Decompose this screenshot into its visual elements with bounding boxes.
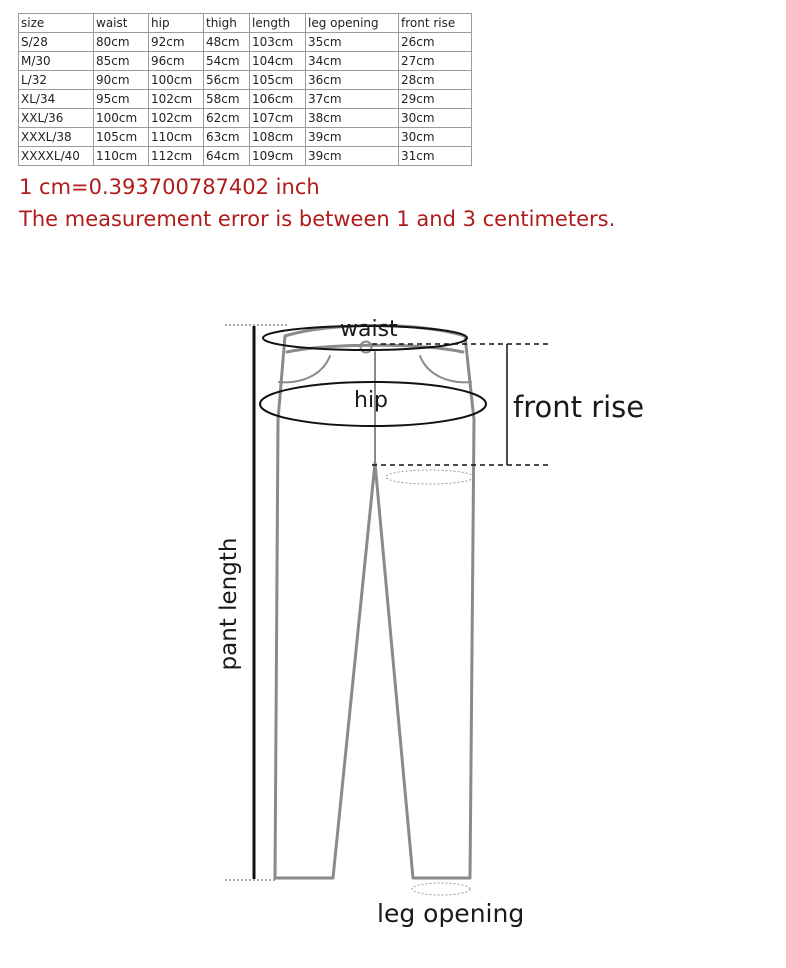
- size-table-cell: 37cm: [306, 90, 399, 109]
- left-pocket: [279, 356, 330, 382]
- waist-label: waist: [340, 317, 398, 342]
- pant-length-label: pant length: [216, 537, 242, 671]
- leg-opening-label: leg opening: [377, 899, 525, 928]
- size-table-cell: 27cm: [399, 52, 472, 71]
- size-table-header-cell: front rise: [399, 14, 472, 33]
- size-table-cell: XXL/36: [19, 109, 94, 128]
- size-table-cell: 48cm: [204, 33, 250, 52]
- size-table-cell: 58cm: [204, 90, 250, 109]
- right-pocket: [420, 356, 471, 382]
- size-table-cell: 80cm: [94, 33, 149, 52]
- size-table-cell: XL/34: [19, 90, 94, 109]
- size-table-cell: 39cm: [306, 128, 399, 147]
- size-table-header-cell: leg opening: [306, 14, 399, 33]
- size-table-cell: 96cm: [149, 52, 204, 71]
- size-table-cell: 106cm: [250, 90, 306, 109]
- size-table-cell: 63cm: [204, 128, 250, 147]
- size-table-cell: 105cm: [94, 128, 149, 147]
- size-table-cell: 102cm: [149, 90, 204, 109]
- size-table-cell: 29cm: [399, 90, 472, 109]
- size-table-cell: 34cm: [306, 52, 399, 71]
- size-table-cell: S/28: [19, 33, 94, 52]
- size-table-header-cell: length: [250, 14, 306, 33]
- size-table-cell: 31cm: [399, 147, 472, 166]
- size-table-cell: 112cm: [149, 147, 204, 166]
- size-table-cell: 107cm: [250, 109, 306, 128]
- front-rise-label: front rise: [513, 390, 645, 424]
- size-table-cell: 35cm: [306, 33, 399, 52]
- size-table-cell: 64cm: [204, 147, 250, 166]
- size-table-cell: 102cm: [149, 109, 204, 128]
- size-table-cell: 56cm: [204, 71, 250, 90]
- size-table-header-cell: thigh: [204, 14, 250, 33]
- size-table-cell: 108cm: [250, 128, 306, 147]
- hip-label: hip: [354, 388, 389, 413]
- size-table-cell: 85cm: [94, 52, 149, 71]
- size-table-cell: 109cm: [250, 147, 306, 166]
- size-table-cell: 30cm: [399, 109, 472, 128]
- size-table-cell: 28cm: [399, 71, 472, 90]
- size-table-cell: 110cm: [149, 128, 204, 147]
- leg-opening-dotted-ring: [412, 883, 470, 895]
- size-table-cell: 62cm: [204, 109, 250, 128]
- size-table-cell: 38cm: [306, 109, 399, 128]
- size-table-cell: XXXXL/40: [19, 147, 94, 166]
- size-table-cell: 110cm: [94, 147, 149, 166]
- size-table-cell: L/32: [19, 71, 94, 90]
- size-table-cell: XXXL/38: [19, 128, 94, 147]
- thigh-dotted-ring: [386, 470, 474, 484]
- size-table-cell: 103cm: [250, 33, 306, 52]
- size-table-cell: 39cm: [306, 147, 399, 166]
- size-table-cell: 95cm: [94, 90, 149, 109]
- size-table-cell: 104cm: [250, 52, 306, 71]
- size-table-header-cell: waist: [94, 14, 149, 33]
- size-table-cell: 105cm: [250, 71, 306, 90]
- size-table-cell: 30cm: [399, 128, 472, 147]
- size-table-cell: 92cm: [149, 33, 204, 52]
- size-table-cell: 36cm: [306, 71, 399, 90]
- inch-conversion-note: 1 cm=0.393700787402 inch: [19, 175, 320, 199]
- size-table-cell: 100cm: [94, 109, 149, 128]
- size-table-header-cell: size: [19, 14, 94, 33]
- size-table-header-cell: hip: [149, 14, 204, 33]
- size-table-cell: 54cm: [204, 52, 250, 71]
- size-table-cell: M/30: [19, 52, 94, 71]
- measurement-error-note: The measurement error is between 1 and 3 centimeters.: [19, 207, 616, 231]
- size-table-cell: 26cm: [399, 33, 472, 52]
- size-table-cell: 90cm: [94, 71, 149, 90]
- size-table-cell: 100cm: [149, 71, 204, 90]
